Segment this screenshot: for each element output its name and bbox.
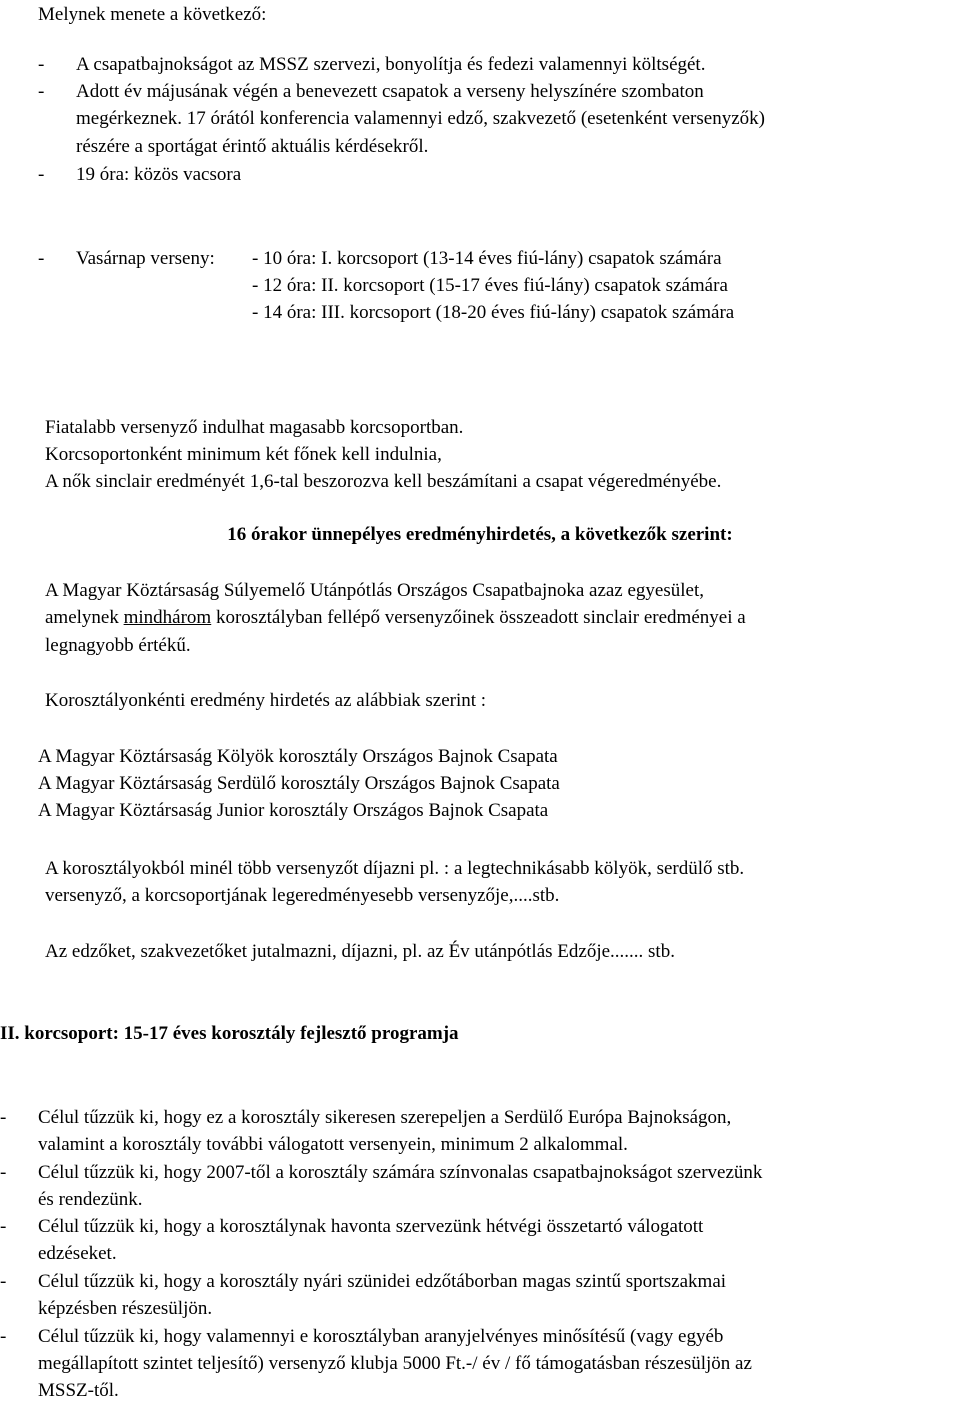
list-marker: - [38,81,45,102]
age-group-title: A Magyar Köztársaság Serdülő korosztály Országos Bajnok Csapata [38,773,560,794]
goal-line: és rendezünk. [38,1189,143,1210]
goal-line: edzéseket. [38,1243,117,1264]
goal-line: képzésben részesüljön. [38,1298,213,1319]
champion-text-after: korosztályban fellépő versenyzőinek összeadott sinclair eredményei a [211,607,746,628]
goal-line: Célul tűzzük ki, hogy a korosztály nyári szünidei edzőtáborban magas szintű sportszakmai [38,1271,727,1292]
goal-line: Célul tűzzük ki, hogy 2007-től a korosztály számára színvonalas csapatbajnokságot szervezünk [38,1162,763,1183]
sunday-item: - 12 óra: II. korcsoport (15-17 éves fiú-lány) csapatok számára [252,275,728,296]
age-group-intro: Korosztályonkénti eredmény hirdetés az alábbiak szerint : [45,690,487,711]
list-marker: - [38,164,45,185]
awards-line: versenyző, a korcsoportjának legeredményesebb versenyzője,....stb. [45,885,560,906]
program-heading: II. korcsoport: 15-17 éves korosztály fejlesztő programja [0,1023,459,1044]
sunday-item: - 14 óra: III. korcsoport (18-20 éves fiú-lány) csapatok számára [252,302,735,323]
goal-line: MSSZ-től. [38,1380,119,1401]
goal-line: Célul tűzzük ki, hogy ez a korosztály sikeresen szerepeljen a Serdülő Európa Bajnokságon, [38,1107,732,1128]
list-item-text: Adott év májusának végén a benevezett csapatok a verseny helyszínére szombaton [76,81,704,102]
list-marker: - [0,1107,7,1128]
champion-line: legnagyobb értékű. [45,635,191,656]
sunday-label: Vasárnap verseny: [76,248,215,269]
rule-line: A nők sinclair eredményét 1,6-tal beszorozva kell beszámítani a csapat végeredményébe. [45,471,722,492]
list-marker: - [38,54,45,75]
rule-line: Fiatalabb versenyző indulhat magasabb korcsoportban. [45,417,464,438]
awards-line: A korosztályokból minél több versenyzőt díjazni pl. : a legtechnikásabb kölyök, serdülő stb. [45,858,745,879]
champion-line: A Magyar Köztársaság Súlyemelő Utánpótlás Országos Csapatbajnoka azaz egyesület, [45,580,704,601]
list-item-text: megérkeznek. 17 órától konferencia valamennyi edző, szakvezető (esetenként versenyzők) [76,108,765,129]
champion-underlined-word: mindhárom [123,607,212,628]
sunday-item: - 10 óra: I. korcsoport (13-14 éves fiú-lány) csapatok számára [252,248,722,269]
list-item-text: részére a sportágat érintő aktuális kérdésekről. [76,136,429,157]
intro-heading: Melynek menete a következő: [38,4,267,25]
rule-line: Korcsoportonként minimum két főnek kell indulnia, [45,444,442,465]
list-item-text: A csapatbajnokságot az MSSZ szervezi, bonyolítja és fedezi valamennyi költségét. [76,54,706,75]
age-group-title: A Magyar Köztársaság Junior korosztály Országos Bajnok Csapata [38,800,549,821]
ceremony-heading: 16 órakor ünnepélyes eredményhirdetés, a következők szerint: [227,524,733,545]
champion-text-before: amelynek [45,607,124,628]
champion-line [45,605,746,631]
list-marker: - [0,1162,7,1183]
goal-line: valamint a korosztály további válogatott versenyein, minimum 2 alkalommal. [38,1134,628,1155]
list-marker: - [0,1326,7,1347]
age-group-title: A Magyar Köztársaság Kölyök korosztály Országos Bajnok Csapata [38,746,558,767]
goal-line: Célul tűzzük ki, hogy valamennyi e korosztályban aranyjelvényes minősítésű (vagy egyéb [38,1326,724,1347]
list-marker: - [38,248,45,269]
goal-line: megállapított szintet teljesítő) versenyző klubja 5000 Ft.-/ év / fő támogatásban részesüljön az [38,1353,752,1374]
coaches-paragraph: Az edzőket, szakvezetőket jutalmazni, díjazni, pl. az Év utánpótlás Edzője....... stb. [45,941,675,962]
list-marker: - [0,1216,7,1237]
goal-line: Célul tűzzük ki, hogy a korosztálynak havonta szervezünk hétvégi összetartó válogatott [38,1216,704,1237]
list-marker: - [0,1271,7,1292]
list-item-text: 19 óra: közös vacsora [76,164,242,185]
